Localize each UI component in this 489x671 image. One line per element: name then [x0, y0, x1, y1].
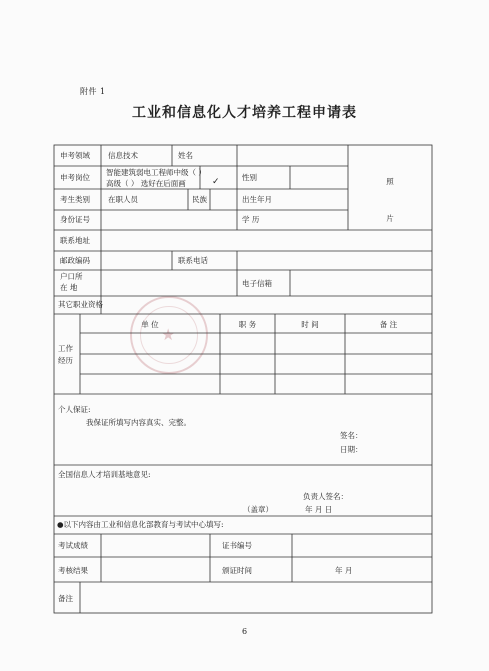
sign-label: 签名： — [340, 431, 363, 440]
email-label: 电子信箱 — [242, 279, 272, 288]
guarantee-title: 个人保证: — [58, 405, 91, 414]
issue-time-value: 年 月 — [335, 566, 353, 575]
exam-post-option-2[interactable]: 高级（ ） 选好在后面画 — [106, 179, 186, 188]
col-unit-header: 单 位 — [141, 320, 159, 329]
work-label-line1: 工作 — [58, 344, 73, 353]
page-number: 6 — [241, 627, 248, 636]
date-label: 日期： — [340, 445, 363, 454]
photo-label-2: 片 — [386, 214, 394, 223]
name-label: 姓名 — [178, 151, 193, 160]
gender-label: 性别 — [242, 173, 257, 182]
ethnicity-label: 民族 — [192, 195, 207, 204]
responsible-sign-label: 负责人签名： — [303, 492, 348, 501]
birth-label: 出生年月 — [242, 195, 272, 204]
hukou-label-line1: 户口所 — [60, 272, 83, 281]
phone-label: 联系电话 — [178, 256, 208, 265]
guarantee-text: 我保证所填写内容真实、完整。 — [86, 418, 191, 427]
exam-score-label: 考试成绩 — [58, 541, 88, 550]
address-label: 联系地址 — [60, 236, 90, 245]
col-position-header: 职 务 — [238, 320, 257, 329]
base-opinion-label: 全国信息人才培训基地意见: — [58, 470, 151, 479]
exam-post-option-1[interactable]: 智能建筑弱电工程师中级（ ） — [106, 168, 206, 177]
exam-field-label: 申考领域 — [60, 151, 90, 160]
hukou-label-line2: 在 地 — [60, 283, 78, 292]
remarks-label: 备注 — [58, 594, 73, 603]
other-qualification-label: 其它职业资格 — [58, 300, 103, 309]
work-label-line2: 经历 — [58, 356, 73, 365]
ministry-note: ●以下内容由工业和信息化部教育与考试中心填写: — [57, 520, 224, 529]
check-icon: ✓ — [212, 177, 220, 187]
attachment-label: 附件 1 — [80, 87, 106, 96]
col-time-header: 时 间 — [301, 320, 319, 329]
form-title: 工业和信息化人才培养工程申请表 — [132, 105, 357, 121]
category-label: 考生类别 — [60, 195, 90, 204]
cert-number-label: 证书编号 — [222, 541, 252, 550]
exam-field-value[interactable]: 信息技术 — [108, 151, 138, 160]
seal-star-icon: ★ — [161, 325, 176, 344]
seal-label: （盖章） — [243, 505, 273, 514]
col-remark-header: 备 注 — [379, 320, 398, 329]
opinion-date: 年 月 日 — [305, 505, 333, 514]
category-value[interactable]: 在职人员 — [108, 195, 138, 204]
id-number-label: 身份证号 — [60, 215, 90, 224]
issue-time-label: 颁证时间 — [222, 566, 252, 575]
exam-post-label: 申考岗位 — [60, 173, 90, 182]
education-label: 学 历 — [242, 215, 260, 224]
postcode-label: 邮政编码 — [60, 256, 90, 265]
name-field[interactable] — [242, 151, 342, 163]
photo-label-1: 照 — [386, 177, 394, 186]
assessment-result-label: 考核结果 — [58, 566, 88, 575]
